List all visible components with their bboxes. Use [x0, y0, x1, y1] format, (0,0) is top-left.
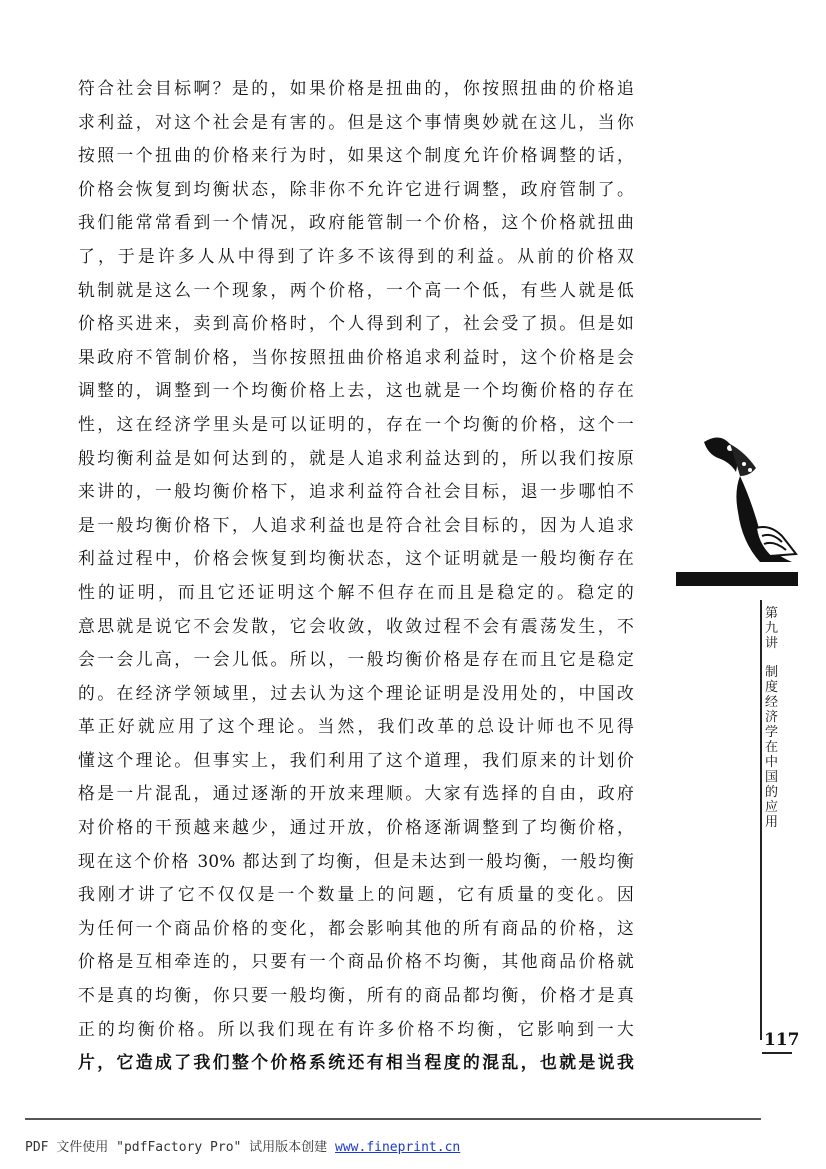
text-line-8: 价格买进来，卖到高价格时，个人得到利了，社会受了损。但是如: [78, 313, 634, 334]
text-line-26: 为任何一个商品价格的变化，都会影响其他的所有商品的价格，这: [78, 917, 634, 938]
text-line-15: 利益过程中，价格会恢复到均衡状态，这个证明就是一般均衡存在: [78, 548, 634, 569]
page-number-rule: [762, 1052, 792, 1054]
text-line-4: 价格会恢复到均衡状态，除非你不允许它进行调整，政府管制了。: [78, 178, 634, 199]
text-line-27: 价格是互相牵连的，只要有一个商品价格不均衡，其他商品价格就: [78, 951, 634, 972]
text-line-9: 果政府不管制价格，当你按照扭曲价格追求利益时，这个价格是会: [78, 346, 634, 367]
body-text: [78, 72, 634, 1080]
text-line-21: 懂这个理论。但事实上，我们利用了这个道理，我们原来的计划价: [78, 749, 634, 770]
text-line-17: 意思就是说它不会发散，它会收敛，收敛过程不会有震荡发生，不: [78, 615, 634, 636]
margin-rule: [760, 600, 762, 1040]
footer-text: PDF 文件使用 "pdfFactory Pro" 试用版本创建: [25, 1140, 328, 1155]
text-line-16: 性的证明，而且它还证明这个解不但存在而且是稳定的。稳定的: [78, 581, 634, 602]
text-line-5: 我们能常常看到一个情况，政府能管制一个价格，这个价格就扭曲: [78, 212, 634, 233]
text-line-13: 来讲的，一般均衡价格下，追求利益符合社会目标，退一步哪怕不: [78, 481, 634, 502]
text-line-22: 格是一片混乱，通过逐渐的开放来理顺。大家有选择的自由，政府: [78, 783, 634, 804]
text-line-6: 了，于是许多人从中得到了许多不该得到的利益。从前的价格双: [78, 245, 634, 266]
text-line-18: 会一会儿高，一会儿低。所以，一般均衡价格是存在而且它是稳定: [78, 649, 634, 670]
text-line-12: 般均衡利益是如何达到的，就是人追求利益达到的，所以我们按原: [78, 447, 634, 468]
chapter-number: 第九讲: [765, 606, 779, 651]
footer: [25, 1136, 460, 1155]
chapter-label: [765, 606, 785, 830]
page-number: 117: [764, 1030, 800, 1050]
text-line-1: 符合社会目标啊？是的，如果价格是扭曲的，你按照扭曲的价格追: [78, 78, 634, 98]
text-line-10: 调整的，调整到一个均衡价格上去，这也就是一个均衡价格的存在: [78, 380, 634, 401]
chapter-band: [676, 572, 798, 586]
chapter-title: 制度经济学在中国的应用: [765, 665, 779, 830]
text-line-24: 现在这个价格 30% 都达到了均衡，但是未达到一般均衡，一般均衡: [78, 850, 634, 871]
footer-link[interactable]: www.fineprint.cn: [335, 1140, 461, 1155]
text-line-20: 革正好就应用了这个理论。当然，我们改革的总设计师也不见得: [78, 716, 634, 737]
text-line-28: 不是真的均衡，你只要一般均衡，所有的商品都均衡，价格才是真: [78, 985, 634, 1006]
text-line-25: 我刚才讲了它不仅仅是一个数量上的问题，它有质量的变化。因: [78, 884, 634, 905]
footer-rule: [25, 1118, 761, 1120]
text-line-7: 轨制就是这么一个现象，两个价格，一个高一个低，有些人就是低: [78, 279, 634, 300]
text-line-29: 正的均衡价格。所以我们现在有许多价格不均衡，它影响到一大: [78, 1018, 634, 1039]
text-line-23: 对价格的干预越来越少，通过开放，价格逐渐调整到了均衡价格，: [78, 817, 634, 838]
text-line-19: 的。在经济学领域里，过去认为这个理论证明是没用处的，中国改: [78, 682, 634, 703]
text-line-14: 是一般均衡价格下，人追求利益也是符合社会目标的，因为人追求: [78, 514, 634, 535]
text-line-11: 性，这在经济学里头是可以证明的，存在一个均衡的价格，这个一: [78, 413, 634, 434]
bird-illustration: [700, 432, 800, 572]
text-line-3: 按照一个扭曲的价格来行为时，如果这个制度允许价格调整的话，: [78, 145, 634, 166]
text-line-30: 片，它造成了我们整个价格系统还有相当程度的混乱，也就是说我: [78, 1052, 634, 1073]
text-line-2: 求利益，对这个社会是有害的。但是这个事情奥妙就在这儿，当你: [78, 111, 634, 132]
